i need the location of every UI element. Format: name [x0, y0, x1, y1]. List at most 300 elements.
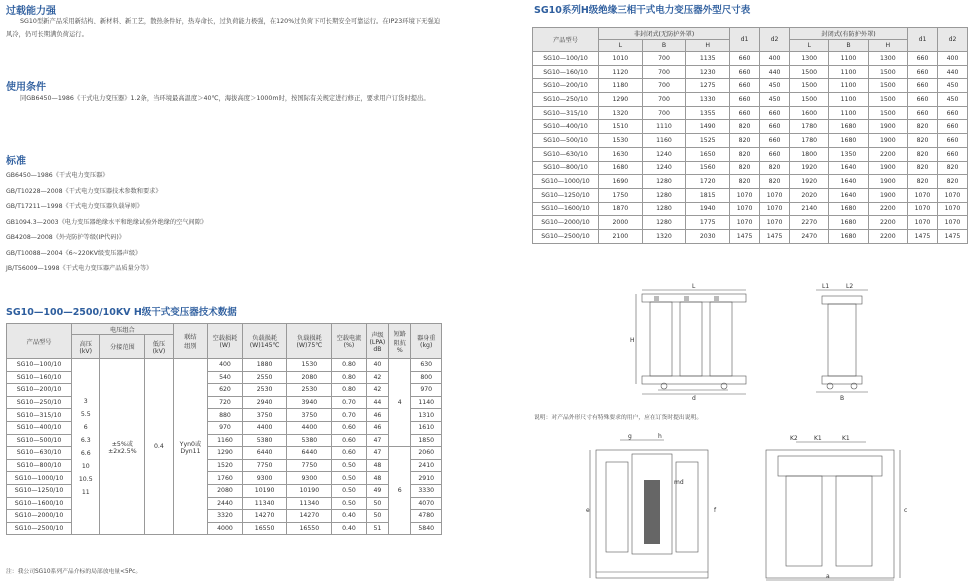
table-cell: 1880 [242, 359, 287, 372]
table-cell: 450 [938, 93, 968, 107]
table-cell: 42 [366, 371, 388, 384]
table-cell: 1135 [686, 52, 730, 66]
th-conn: 联结 组别 [173, 324, 208, 359]
table-cell: 660 [760, 106, 790, 120]
table-cell: 2200 [868, 147, 907, 161]
table-cell: 0.50 [332, 497, 367, 510]
table-cell: SG10—500/10 [7, 434, 72, 447]
dim-label-K1: K1 [814, 435, 822, 442]
table-cell: 660 [730, 52, 760, 66]
dim-label-f: f [714, 507, 717, 514]
th-load-loss-75: 负载损耗 (W)75℃ [287, 324, 332, 359]
th-load-loss-145: 负载损耗 (W)145℃ [242, 324, 287, 359]
table-cell: 0.60 [332, 421, 367, 434]
table-cell: 1630 [599, 147, 643, 161]
table-cell: 1330 [686, 93, 730, 107]
table-cell: 700 [642, 93, 686, 107]
dimension-table [532, 27, 968, 244]
table-cell: 11340 [287, 497, 332, 510]
table-cell: 620 [208, 384, 243, 397]
table-cell: 0.70 [332, 396, 367, 409]
dimension-table-row [533, 175, 968, 189]
dimension-table-row [533, 52, 968, 66]
dimension-table-row [533, 229, 968, 243]
table-cell: 1100 [829, 79, 868, 93]
table-cell: 820 [760, 161, 790, 175]
table-cell: 0.40 [332, 522, 367, 535]
table-cell: 2470 [790, 229, 829, 243]
table-cell: 4400 [287, 421, 332, 434]
table-cell: 1290 [208, 447, 243, 460]
table-cell: 540 [208, 371, 243, 384]
tech-data-table [6, 323, 442, 535]
table-cell: 1500 [868, 65, 907, 79]
dth-model: 产品型号 [533, 28, 599, 52]
table-cell: 5380 [287, 434, 332, 447]
table-cell: 1900 [868, 120, 907, 134]
dth-B2: B [829, 40, 868, 52]
table-cell: 1070 [938, 188, 968, 202]
table-cell: 2550 [242, 371, 287, 384]
table-cell: 0.40 [332, 510, 367, 523]
th-weight: 器身重 (kg) [411, 324, 442, 359]
table-cell: 9300 [287, 472, 332, 485]
dim-label-K2: K2 [790, 435, 798, 442]
table-cell: 7750 [242, 459, 287, 472]
dimension-table-row [533, 65, 968, 79]
table-cell: 6440 [242, 447, 287, 460]
table-cell: 630 [411, 359, 442, 372]
table-cell: SG10—100/10 [7, 359, 72, 372]
table-cell: 820 [730, 147, 760, 161]
table-cell: 0.80 [332, 371, 367, 384]
dim-label-L: L [692, 283, 696, 290]
table-cell: 0.60 [332, 434, 367, 447]
overload-title: 过载能力强 [6, 6, 56, 17]
conditions-body: 同GB6450—1986《干式电力变压器》1.2条，当环境最高温度＞40℃，海拔高度＞1000m时，按国际有关规定进行修正，要求用户订货时提出。 [20, 95, 430, 102]
dth-d1b: d1 [908, 28, 938, 52]
table-cell: 660 [938, 147, 968, 161]
dimension-table-row [533, 216, 968, 230]
table-cell: 44 [366, 396, 388, 409]
table-cell: 1280 [642, 202, 686, 216]
table-cell: 660 [908, 106, 938, 120]
table-cell: SG10—1600/10 [7, 497, 72, 510]
table-cell: 2080 [287, 371, 332, 384]
table-cell: 48 [366, 459, 388, 472]
th-model: 产品型号 [7, 324, 72, 359]
table-cell: 820 [938, 161, 968, 175]
table-cell: 1280 [642, 216, 686, 230]
table-cell: 1500 [790, 65, 829, 79]
table-cell: 1870 [599, 202, 643, 216]
table-cell: 1070 [760, 188, 790, 202]
dth-d1: d1 [730, 28, 760, 52]
dth-d2: d2 [760, 28, 790, 52]
table-cell: 1180 [599, 79, 643, 93]
table-cell: 1280 [642, 175, 686, 189]
table-cell: 2100 [599, 229, 643, 243]
table-cell: 2440 [208, 497, 243, 510]
th-noise: 声级 (LPA) dB [366, 324, 388, 359]
table-cell: 42 [366, 384, 388, 397]
dth-L: L [599, 40, 643, 52]
table-cell: SG10—250/10 [533, 93, 599, 107]
table-cell: 1900 [868, 175, 907, 189]
table-cell: 1900 [868, 161, 907, 175]
table-cell: 1320 [599, 106, 643, 120]
table-cell: 1500 [790, 93, 829, 107]
table-cell: 660 [938, 106, 968, 120]
table-cell: 820 [908, 161, 938, 175]
standard-item: GB1094.3—2003《电力变压器绝缘水平和绝缘试验外绝缘的空气间隙》 [6, 218, 208, 226]
table-cell: 820 [730, 175, 760, 189]
table-cell: SG10—400/10 [533, 120, 599, 134]
table-cell: 1070 [938, 216, 968, 230]
table-cell: SG10—160/10 [7, 371, 72, 384]
open-transformer-front-drawing [628, 282, 768, 408]
table-cell: 1560 [686, 161, 730, 175]
dimension-table-row [533, 134, 968, 148]
standard-item: GB/T10228—2008《干式电力变压器技术参数和要求》 [6, 187, 162, 195]
standards-title: 标准 [6, 156, 26, 167]
table-cell: 2940 [242, 396, 287, 409]
table-cell: 1070 [760, 216, 790, 230]
open-transformer-side-drawing [812, 282, 874, 408]
table-cell: 1355 [686, 106, 730, 120]
table-cell: 400 [938, 52, 968, 66]
dim-label-B: B [840, 395, 845, 402]
table-cell: 1070 [760, 202, 790, 216]
table-cell: 400 [760, 52, 790, 66]
table-cell: 1800 [790, 147, 829, 161]
table-cell: Yyn0或 Dyn11 [173, 359, 208, 535]
table-cell: 820 [908, 147, 938, 161]
table-cell: 1320 [642, 229, 686, 243]
table-cell: 1720 [686, 175, 730, 189]
table-cell: 1680 [829, 120, 868, 134]
enclosed-transformer-front-drawing [584, 432, 724, 584]
table-cell: 700 [642, 106, 686, 120]
table-cell: 1300 [868, 52, 907, 66]
table-cell: SG10—200/10 [7, 384, 72, 397]
table-cell: 6440 [287, 447, 332, 460]
table-cell: 2200 [868, 216, 907, 230]
table-cell: SG10—250/10 [7, 396, 72, 409]
table-cell: 2410 [411, 459, 442, 472]
table-cell: 1760 [208, 472, 243, 485]
table-cell: 450 [938, 79, 968, 93]
standard-item: GB6450—1986《干式电力变压器》 [6, 172, 109, 179]
table-cell: 3750 [242, 409, 287, 422]
table-cell: 4 [389, 359, 411, 447]
table-cell: 47 [366, 434, 388, 447]
table-cell: ±5%或 ±2x2.5% [100, 359, 145, 535]
table-cell: 820 [730, 134, 760, 148]
table-cell: 1100 [829, 106, 868, 120]
dim-label-a: a [826, 573, 830, 580]
table-cell: 1120 [599, 65, 643, 79]
table-cell: 1650 [686, 147, 730, 161]
dimension-table-row [533, 147, 968, 161]
table-cell: 16550 [242, 522, 287, 535]
table-cell: 1680 [599, 161, 643, 175]
table-cell: SG10—2000/10 [533, 216, 599, 230]
table-cell: 4780 [411, 510, 442, 523]
overload-body: SG10型新产品采用新结构、新材料、新工艺，散热条件好，热寿命长，过负荷能力极强，在120%过负荷下可长期安全可靠运行。在IP23环境下无强迫风冷，仍可长期满负荷运行。 [6, 18, 441, 38]
table-cell: 1610 [411, 421, 442, 434]
table-cell: 1680 [829, 229, 868, 243]
table-cell: 660 [760, 120, 790, 134]
table-cell: 880 [208, 409, 243, 422]
table-cell: 820 [938, 175, 968, 189]
table-cell: 1110 [642, 120, 686, 134]
table-cell: 7750 [287, 459, 332, 472]
table-cell: 660 [908, 52, 938, 66]
table-cell: 1900 [868, 188, 907, 202]
dimension-table-row [533, 79, 968, 93]
table-cell: 2080 [208, 484, 243, 497]
table-cell: 4070 [411, 497, 442, 510]
dth-H2: H [868, 40, 907, 52]
table-cell: 1850 [411, 434, 442, 447]
table-cell: 1240 [642, 147, 686, 161]
table-cell: 450 [760, 93, 790, 107]
dim-table-title: SG10系列H级绝缘三相干式电力变压器外型尺寸表 [534, 5, 751, 16]
tech-table-note: 注：我公司SG10系列产品介标的局部放电量<5Pc。 [6, 569, 142, 575]
table-cell: 2000 [599, 216, 643, 230]
table-cell: 660 [730, 65, 760, 79]
table-cell: 1775 [686, 216, 730, 230]
dim-label-h: h [658, 433, 662, 440]
table-cell: 660 [908, 79, 938, 93]
table-cell: 720 [208, 396, 243, 409]
table-cell: 1680 [829, 134, 868, 148]
table-cell: SG10—630/10 [7, 447, 72, 460]
table-cell: 46 [366, 409, 388, 422]
table-cell: 3320 [208, 510, 243, 523]
table-cell: 1280 [642, 188, 686, 202]
table-cell: 4000 [208, 522, 243, 535]
table-cell: SG10—160/10 [533, 65, 599, 79]
table-cell: 1490 [686, 120, 730, 134]
table-cell: 1600 [790, 106, 829, 120]
table-cell: 440 [938, 65, 968, 79]
dimension-table-row [533, 188, 968, 202]
table-cell: 2060 [411, 447, 442, 460]
table-cell: SG10—800/10 [533, 161, 599, 175]
enclosed-transformer-side-drawing [756, 432, 912, 584]
table-cell: 50 [366, 510, 388, 523]
dimension-table-row [533, 120, 968, 134]
table-cell: 1010 [599, 52, 643, 66]
table-cell: 0.70 [332, 409, 367, 422]
table-cell: 4400 [242, 421, 287, 434]
table-cell: 1070 [730, 188, 760, 202]
table-cell: 1520 [208, 459, 243, 472]
table-cell: 40 [366, 359, 388, 372]
table-cell: 0.60 [332, 447, 367, 460]
table-cell: 2140 [790, 202, 829, 216]
table-cell: 1475 [730, 229, 760, 243]
table-cell: 1750 [599, 188, 643, 202]
table-cell: 1070 [730, 202, 760, 216]
table-cell: 2910 [411, 472, 442, 485]
table-cell: 1780 [790, 134, 829, 148]
table-cell: SG10—2500/10 [7, 522, 72, 535]
table-cell: 660 [730, 79, 760, 93]
table-cell: 0.50 [332, 484, 367, 497]
table-cell: 1070 [730, 216, 760, 230]
table-cell: 820 [760, 175, 790, 189]
table-cell: 660 [730, 106, 760, 120]
table-cell: 2020 [790, 188, 829, 202]
table-cell: 50 [366, 497, 388, 510]
dth-closed: 封闭式(有防护外罩) [790, 28, 908, 40]
dim-label-e: e [586, 507, 590, 514]
standard-item: GB/T17211—1998《干式电力变压器负载导则》 [6, 203, 143, 210]
table-cell: 10190 [287, 484, 332, 497]
table-cell: 46 [366, 421, 388, 434]
table-cell: SG10—2500/10 [533, 229, 599, 243]
table-cell: SG10—1000/10 [533, 175, 599, 189]
table-cell: 1140 [411, 396, 442, 409]
table-cell: 1530 [599, 134, 643, 148]
table-cell: 16550 [287, 522, 332, 535]
table-cell: 14270 [242, 510, 287, 523]
table-cell: 1510 [599, 120, 643, 134]
table-cell: 400 [208, 359, 243, 372]
table-cell: 1475 [760, 229, 790, 243]
table-cell: 1940 [686, 202, 730, 216]
table-cell: 1300 [790, 52, 829, 66]
table-cell: 1290 [599, 93, 643, 107]
table-cell: 820 [908, 175, 938, 189]
table-cell: 51 [366, 522, 388, 535]
th-tap: 分接范围 [100, 335, 145, 359]
tech-table-row [7, 359, 442, 372]
table-cell: 660 [938, 134, 968, 148]
table-cell: SG10—1250/10 [533, 188, 599, 202]
th-hv: 高压 (kV) [72, 335, 100, 359]
table-cell: 1500 [868, 79, 907, 93]
dim-label-K1b: K1 [842, 435, 850, 442]
table-cell: 1530 [287, 359, 332, 372]
table-cell: 2200 [868, 202, 907, 216]
table-cell: 1275 [686, 79, 730, 93]
table-cell: 3330 [411, 484, 442, 497]
table-cell: 2530 [242, 384, 287, 397]
table-cell: 700 [642, 79, 686, 93]
table-cell: 660 [760, 134, 790, 148]
table-cell: 970 [208, 421, 243, 434]
table-cell: 970 [411, 384, 442, 397]
table-cell: SG10—200/10 [533, 79, 599, 93]
table-cell: 1815 [686, 188, 730, 202]
table-cell: 49 [366, 484, 388, 497]
dim-label-L2: L2 [846, 283, 854, 290]
dth-B: B [642, 40, 686, 52]
table-cell: 1920 [790, 161, 829, 175]
dim-label-md: md [674, 479, 684, 486]
table-cell: 2270 [790, 216, 829, 230]
table-cell: 450 [760, 79, 790, 93]
dim-label-g: g [628, 433, 632, 440]
table-cell: 0.50 [332, 459, 367, 472]
table-cell: 6 [389, 447, 411, 535]
table-cell: 1070 [908, 202, 938, 216]
table-cell: 1310 [411, 409, 442, 422]
table-cell: 660 [908, 93, 938, 107]
tech-table-title: SG10—100—2500/10KV H级干式变压器技术数据 [6, 307, 237, 318]
table-cell: SG10—315/10 [7, 409, 72, 422]
dth-d2b: d2 [938, 28, 968, 52]
table-cell: 660 [760, 147, 790, 161]
table-cell: 1690 [599, 175, 643, 189]
table-cell: SG10—1250/10 [7, 484, 72, 497]
table-cell: SG10—800/10 [7, 459, 72, 472]
table-cell: 820 [908, 134, 938, 148]
table-cell: 1525 [686, 134, 730, 148]
table-cell: 1475 [938, 229, 968, 243]
dim-label-L1: L1 [822, 283, 830, 290]
table-cell: SG10—1600/10 [533, 202, 599, 216]
table-cell: 660 [730, 93, 760, 107]
table-cell: 1500 [868, 106, 907, 120]
table-cell: SG10—500/10 [533, 134, 599, 148]
table-cell: 0.80 [332, 384, 367, 397]
th-lv: 低压 (kV) [145, 335, 173, 359]
table-cell: 1640 [829, 161, 868, 175]
table-cell: 1475 [908, 229, 938, 243]
table-cell: 1100 [829, 52, 868, 66]
table-cell: 14270 [287, 510, 332, 523]
dimension-table-row [533, 93, 968, 107]
table-cell: 11340 [242, 497, 287, 510]
table-cell: 800 [411, 371, 442, 384]
table-cell: 0.4 [145, 359, 173, 535]
table-cell: SG10—100/10 [533, 52, 599, 66]
table-cell: 1640 [829, 175, 868, 189]
table-cell: 3940 [287, 396, 332, 409]
dth-open: 非封闭式(无防护外罩) [599, 28, 730, 40]
table-cell: 48 [366, 472, 388, 485]
table-cell: SG10—1000/10 [7, 472, 72, 485]
th-noload-loss: 空载损耗 (W) [208, 324, 243, 359]
table-cell: 1780 [790, 120, 829, 134]
table-cell: SG10—315/10 [533, 106, 599, 120]
table-cell: 820 [730, 161, 760, 175]
table-cell: 820 [908, 120, 938, 134]
table-cell: 1100 [829, 93, 868, 107]
table-cell: 700 [642, 65, 686, 79]
table-cell: 0.50 [332, 472, 367, 485]
table-cell: 1100 [829, 65, 868, 79]
table-cell: 1920 [790, 175, 829, 189]
standard-item: JB/T56009—1998《干式电力变压器产品质量分等》 [6, 265, 153, 272]
table-cell: 1680 [829, 202, 868, 216]
table-cell: 660 [938, 120, 968, 134]
th-impedance: 短路 阻抗 % [389, 324, 411, 359]
table-cell: 1070 [938, 202, 968, 216]
dth-L2: L [790, 40, 829, 52]
table-cell: SG10—2000/10 [7, 510, 72, 523]
table-cell: 10190 [242, 484, 287, 497]
th-voltage-group: 电压组合 [72, 324, 174, 335]
dimension-table-row [533, 161, 968, 175]
table-cell: 3750 [287, 409, 332, 422]
table-cell: 5380 [242, 434, 287, 447]
